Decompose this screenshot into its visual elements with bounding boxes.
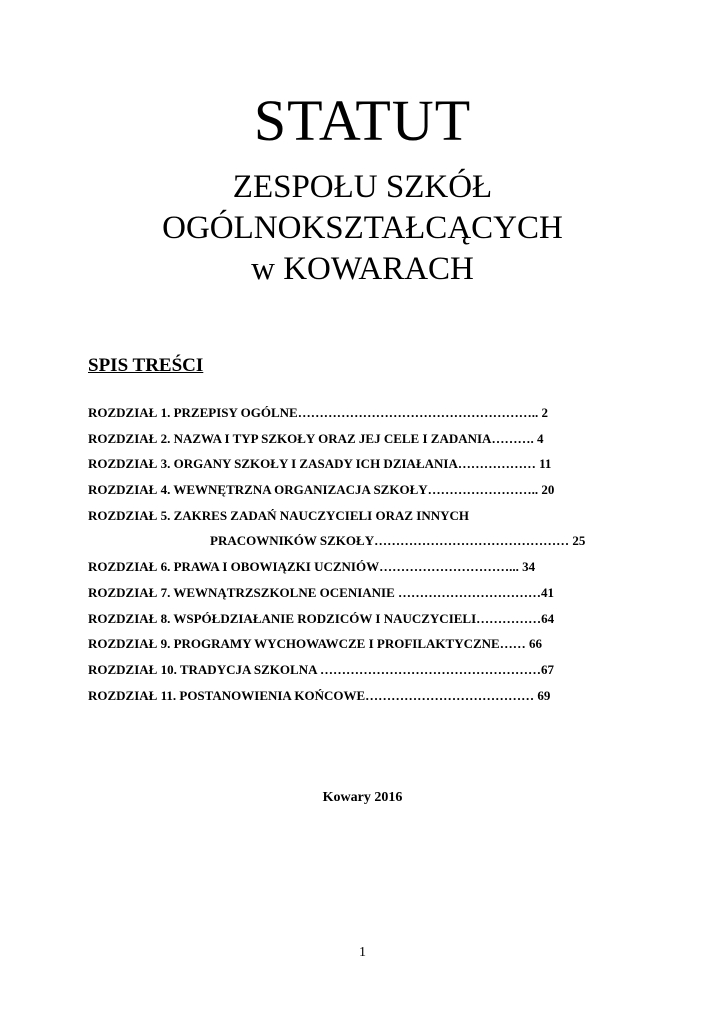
toc-entry-chapter-11: ROZDZIAŁ 11. POSTANOWIENIA KOŃCOWE………………………………… 69 xyxy=(88,687,551,703)
subtitle-line-2: OGÓLNOKSZTAŁCĄCYCH xyxy=(162,210,563,246)
toc-entry-chapter-10: ROZDZIAŁ 10. TRADYCJA SZKOLNA ……………………………………………67 xyxy=(88,661,555,677)
toc-entry-chapter-1: ROZDZIAŁ 1. PRZEPISY OGÓLNE……………………………………………….. 2 xyxy=(88,405,548,420)
toc-entry-chapter-6: ROZDZIAŁ 6. PRAWA I OBOWIĄZKI UCZNIÓW…………………………... 34 xyxy=(88,559,536,575)
place-and-date: Kowary 2016 xyxy=(322,790,403,805)
toc-entry-chapter-9: ROZDZIAŁ 9. PROGRAMY WYCHOWAWCZE I PROFILAKTYCZNE…… 66 xyxy=(88,636,542,652)
toc-entry-chapter-7: ROZDZIAŁ 7. WEWNĄTRZSZKOLNE OCENIANIE ……………………………41 xyxy=(88,584,555,600)
toc-heading: SPIS TREŚCI xyxy=(88,355,204,376)
toc-entry-chapter-3: ROZDZIAŁ 3. ORGANY SZKOŁY I ZASADY ICH DZIAŁANIA……………… 11 xyxy=(88,456,552,472)
toc-entry-chapter-8: ROZDZIAŁ 8. WSPÓŁDZIAŁANIE RODZICÓW I NAUCZYCIELI……………64 xyxy=(88,610,555,626)
toc-entry-chapter-2: ROZDZIAŁ 2. NAZWA I TYP SZKOŁY ORAZ JEJ CELE I ZADANIA………. 4 xyxy=(88,430,544,446)
page-number: 1 xyxy=(359,945,366,960)
document-title: STATUT xyxy=(253,88,472,153)
subtitle-line-3: w KOWARACH xyxy=(251,251,474,287)
toc-entry-chapter-4: ROZDZIAŁ 4. WEWNĘTRZNA ORGANIZACJA SZKOŁY…………………….. 20 xyxy=(88,482,555,498)
toc-entry-chapter-5-continued: PRACOWNIKÓW SZKOŁY……………………………………… 25 xyxy=(210,533,586,549)
toc-entry-chapter-5: ROZDZIAŁ 5. ZAKRES ZADAŃ NAUCZYCIELI ORAZ INNYCH xyxy=(88,507,470,523)
subtitle-line-1: ZESPOŁU SZKÓŁ xyxy=(232,169,493,205)
table-of-contents xyxy=(88,400,628,708)
